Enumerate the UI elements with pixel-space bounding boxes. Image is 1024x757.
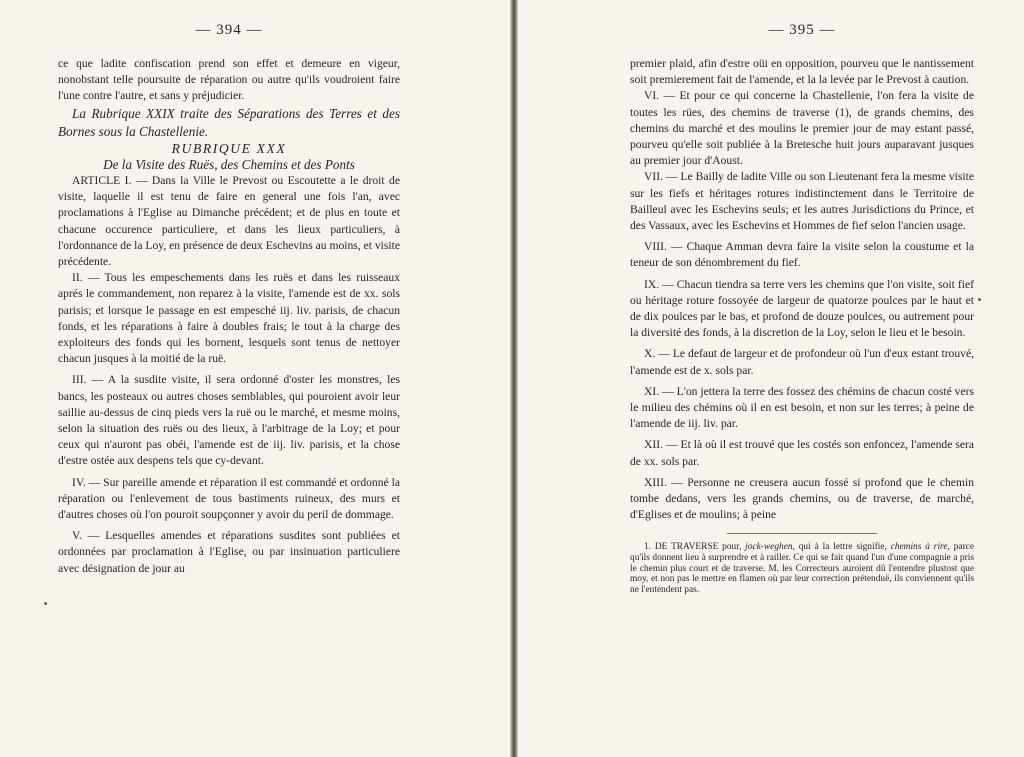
- right-page: [518, 0, 1024, 757]
- footnote: [630, 542, 974, 595]
- article-9: IX. — Chacun tiendra sa terre vers les chemins que l'on visite, soit fief ou héritage roture fossoyée de largeur de quatorze poulces par le haut et de dix poulces par le bas, et profond de douze poulces, ou autrement pour la diversité des fonds, à la discretion de la Loy, selon le lieu et le besoin.: [630, 277, 974, 340]
- rubrique-xxix-note: La Rubrique XXIX traite des Séparations des Terres et des Bornes sous la Chastellenie.: [58, 105, 400, 139]
- article-13: XIII. — Personne ne creusera aucun fossé si profond que le chemin tombe dedans, vers les grands chemins, ou de traverse, de marché, d'Eglises et de moulins; à peine: [630, 475, 974, 522]
- left-page-column: [58, 22, 400, 577]
- footnote-mid: , qui à la lettre signifie,: [792, 542, 887, 553]
- footnote-rest: , parce qu'ils donnent lieu à surprendre et à railler. Ce qui se fait quand l'un d'une compagnie a pris le chemin plus court et de traverse. M. les Correcteurs auroient dû l'entendre plustost que moy, et non pas le mettre en flamen où par leur correction prétenduë, ils conviennent qu'ils ne l'entendent pas.: [630, 542, 975, 595]
- footnote-term-jock-weghen: jock-weghen: [745, 542, 793, 553]
- paragraph-continuation: premier plaid, afin d'estre oüi en opposition, pourveu que le nantissement soit premierement fait de l'amende, et la la levée par le Prevost à caution.: [630, 57, 974, 87]
- page-number-right: — 395 —: [768, 22, 836, 38]
- rubrique-subtitle: De la Visite des Ruës, des Chemins et des Ponts: [103, 156, 355, 172]
- article-1: ARTICLE I. — Dans la Ville le Prevost ou Escoutette a le droit de visite, laquelle il est tenu de faire en general une fois l'an, avec proclamations à l'Eglise au Dimanche précédent; et de plus en toute et chacune occurence particuliere, et dans les lieux particuliers, à l'ordonnance de la Loy, en présence de deux Eschevins au moins, et visite précédente.: [58, 174, 400, 269]
- right-page-column: [630, 22, 974, 595]
- page-number-left: — 394 —: [195, 22, 263, 38]
- footnote-rule: [727, 533, 877, 534]
- article-7: VII. — Le Bailly de ladite Ville ou son Lieutenant fera la mesme visite sur les fiefs et héritages rotures indistinctement dans le Territoire de Bailleul avec les Eschevins seuls; et les autres Jurisdictions du Prince, et des Vassaux, avec les Eschevins et Hommes de fief selon l'ancien usage.: [630, 170, 974, 233]
- print-speck: [44, 602, 47, 605]
- rubrique-title: RUBRIQUE XXX: [171, 140, 287, 156]
- article-5: V. — Lesquelles amendes et réparations susdites sont publiées et ordonnées par proclamation à l'Eglise, ou par insinuation particuliere avec désignation de jour au: [58, 529, 400, 575]
- article-3: III. — A la susdite visite, il sera ordonné d'oster les monstres, les bancs, les posteaux ou autres choses semblables, qui pouroient avoir leur saillie au-dessus de cinq pieds vers la ruë ou le marché, et mesme moins, selon la situation des ruës ou des lieux, à l'arbitrage de la Loy; et pour ceux qui n'auront pas obéi, l'amende est de iij. liv. parisis, et la chose d'estre ostée aux despens tels que cy-devant.: [58, 373, 400, 468]
- paragraph-continuation: ce que ladite confiscation prend son effet et demeure en vigeur, nonobstant telle poursuite de réparation ou autre qu'ils voudroient faire l'une contre l'autre, et sans y préjudicier.: [58, 57, 400, 103]
- article-11: XI. — L'on jettera la terre des fossez des chémins de chacun costé vers le milieu des chémins où il en est besoin, et non sur les terres; à peine de l'amende de iij. liv. par.: [630, 384, 974, 431]
- right-page-text: [630, 56, 974, 523]
- article-12: XII. — Et là où il est trouvé que les costés son enfoncez, l'amende sera de xx. sols par.: [630, 438, 974, 468]
- article-6: VI. — Et pour ce qui concerne la Chastellenie, l'on fera la visite de toutes les rües, des chemins de traverse (1), de grands chemins, des chemins du marché et des moulins le premier jour de may estant passé, pourveu qu'elle soit publiée à la Bretesche huit jours auparavant jusques au premier jour d'Aoust.: [630, 89, 974, 168]
- print-speck: [978, 298, 981, 301]
- article-2: II. — Tous les empeschements dans les ruës et dans les ruisseaux aprés le commandement, non reparez à la visite, l'amende est de xx. sols parisis; et lorsque le passage en est empesché iij. liv. parisis, de chacun fonds, et les réparations à faire à doubles frais; le tout à la charge des exploiteurs des fonds qui les bornent, lesquels sont tenus de nettoyer chacun jusques à la moitié de la ruë.: [58, 271, 400, 366]
- left-page-text: [58, 56, 400, 577]
- article-10: X. — Le defaut de largeur et de profondeur où l'un d'eux estant trouvé, l'amende est de x. sols par.: [630, 347, 974, 377]
- book-gutter: [510, 0, 518, 757]
- left-page: [0, 0, 510, 757]
- article-4: IV. — Sur pareille amende et réparation il est commandé et ordonné la réparation ou l'enlevement de tous bastiments ruineux, des murs et d'autres choses où l'on pouroit soupçonner y avoir du peril de dommage.: [58, 475, 400, 522]
- article-8: VIII. — Chaque Amman devra faire la visite selon la coustume et la teneur de son dénombrement du fief.: [630, 240, 974, 270]
- footnote-lead: 1. DE TRAVERSE pour,: [644, 542, 742, 553]
- footnote-term-chemins-a-rire: chemins à rire: [890, 542, 948, 553]
